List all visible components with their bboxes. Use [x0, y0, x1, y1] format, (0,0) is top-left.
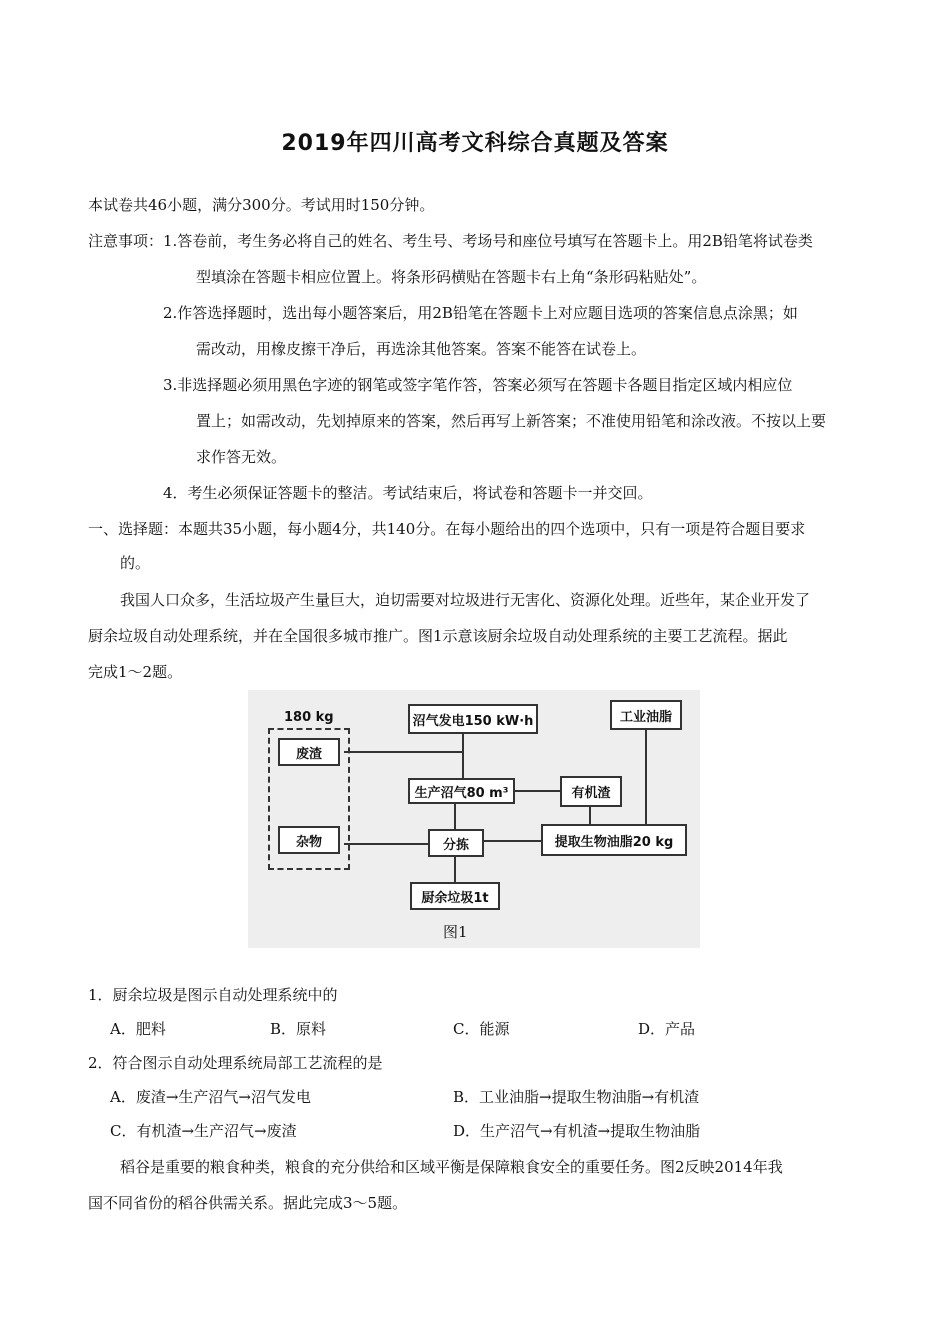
- question-1-option-a: A．肥料: [110, 1020, 166, 1038]
- note-2-line-2: 需改动，用橡皮擦干净后，再选涂其他答案。答案不能答在试卷上。: [196, 340, 647, 358]
- box-bio-oil-extraction: 提取生物油脂20 kg: [541, 824, 687, 856]
- question-2-option-c: C．有机渣→生产沼气→废渣: [110, 1122, 297, 1140]
- question-1-option-b: B．原料: [270, 1020, 327, 1038]
- section-heading-line-1: 一、选择题：本题共35小题，每小题4分，共140分。在每小题给出的四个选项中，只有一项是符合题目要求: [88, 520, 806, 538]
- note-3-line-1: 3.非选择题必须用黑色字迹的钢笔或签字笔作答，答案必须写在答题卡各题目指定区域内相应位: [163, 376, 793, 394]
- note-2-line-1: 2.作答选择题时，选出每小题答案后，用2B铅笔在答题卡上对应题目选项的答案信息点涂黑；如: [163, 304, 798, 322]
- note-3-line-2: 置上；如需改动，先划掉原来的答案，然后再写上新答案；不准使用铅笔和涂改液。不按以上要: [196, 412, 827, 430]
- box-sorting: 分拣: [428, 829, 484, 857]
- passage-1-line-3: 完成1～2题。: [88, 663, 183, 681]
- figure-caption: 图1: [443, 923, 468, 941]
- question-1-stem: 1．厨余垃圾是图示自动处理系统中的: [88, 986, 338, 1004]
- note-4: 4．考生必须保证答题卡的整洁。考试结束后，将试卷和答题卡一并交回。: [163, 484, 653, 502]
- notes-label: 注意事项：: [88, 232, 164, 250]
- question-1-options: [110, 1019, 910, 1039]
- figure-1-flow-diagram: [248, 690, 700, 948]
- section-heading-line-2: 的。: [120, 554, 151, 572]
- question-1-option-d: D．产品: [638, 1020, 696, 1038]
- note-1-line-1: 1.答卷前，考生务必将自己的姓名、考生号、考场号和座位号填写在答题卡上。用2B铅笔将试卷类: [163, 232, 813, 250]
- box-residue: 废渣: [278, 738, 340, 766]
- question-2-option-b: B．工业油脂→提取生物油脂→有机渣: [453, 1088, 700, 1106]
- box-organic-residue: 有机渣: [560, 776, 622, 807]
- exam-intro: 本试卷共46小题，满分300分。考试用时150分钟。: [88, 196, 435, 214]
- question-2-option-d: D．生产沼气→有机渣→提取生物油脂: [453, 1122, 701, 1140]
- page-title: 2019年四川高考文科综合真题及答案: [281, 131, 669, 156]
- note-1-line-2: 型填涂在答题卡相应位置上。将条形码横贴在答题卡右上角“条形码粘贴处”。: [196, 268, 707, 286]
- passage-1-line-1: 我国人口众多，生活垃圾产生量巨大，迫切需要对垃圾进行无害化、资源化处理。近些年，某企业开发了: [120, 591, 811, 609]
- box-sundries: 杂物: [278, 826, 340, 854]
- box-biogas-power: 沼气发电150 kW·h: [408, 704, 538, 734]
- box-biogas-production: 生产沼气80 m³: [408, 778, 515, 804]
- weight-label: 180 kg: [284, 710, 334, 725]
- question-2-option-a: A．废渣→生产沼气→沼气发电: [110, 1088, 311, 1106]
- question-1-option-c: C．能源: [453, 1020, 510, 1038]
- passage-1-line-2: 厨余垃圾自动处理系统，并在全国很多城市推广。图1示意该厨余垃圾自动处理系统的主要工艺流程。据此: [88, 627, 788, 645]
- question-2-options-row-1: [110, 1087, 910, 1107]
- passage-2-line-1: 稻谷是重要的粮食种类，粮食的充分供给和区域平衡是保障粮食安全的重要任务。图2反映2014年我: [120, 1158, 783, 1176]
- note-3-line-3: 求作答无效。: [196, 448, 287, 466]
- box-kitchen-waste: 厨余垃圾1t: [410, 882, 500, 910]
- question-2-options-row-2: [110, 1121, 910, 1141]
- passage-2-line-2: 国不同省份的稻谷供需关系。据此完成3～5题。: [88, 1194, 408, 1212]
- question-2-stem: 2．符合图示自动处理系统局部工艺流程的是: [88, 1054, 383, 1072]
- box-industrial-grease: 工业油脂: [610, 700, 682, 730]
